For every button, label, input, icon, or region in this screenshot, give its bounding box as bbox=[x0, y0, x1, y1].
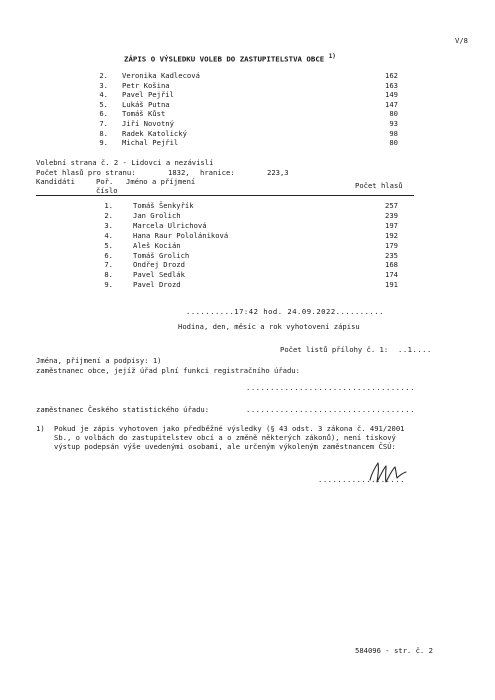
footnote-line-2: Sb., o volbách do zastupitelstev obcí a o změně některých zákonů), není tiskový bbox=[54, 433, 396, 442]
candidate-name: Jiří Novotný bbox=[122, 119, 174, 128]
col-votes: Počet hlasů bbox=[355, 181, 403, 190]
candidate-votes: 168 bbox=[385, 260, 398, 270]
candidate-rank: 2. bbox=[99, 71, 108, 80]
candidate-name: Ondřej Drozd bbox=[133, 260, 185, 270]
candidate-name: Hana Raur Pololániková bbox=[133, 230, 229, 240]
candidate-rank: 6. bbox=[99, 109, 108, 119]
candidate-rank: 3. bbox=[104, 220, 113, 230]
candidate-name: Petr Košina bbox=[122, 80, 170, 90]
footnote-mark: 1) bbox=[36, 424, 45, 433]
candidate-name: Michal Pejřil bbox=[122, 138, 179, 148]
page-title bbox=[124, 52, 336, 63]
candidate-votes: 191 bbox=[385, 280, 398, 290]
candidate-votes: 147 bbox=[385, 99, 398, 109]
candidate-name: Jan Grolich bbox=[133, 210, 181, 220]
party2-votes-label: Počet hlasů pro stranu: bbox=[36, 168, 136, 177]
candidate-rank: 4. bbox=[104, 230, 113, 240]
table-header-rule bbox=[36, 195, 414, 196]
party2-threshold-value: 223,3 bbox=[267, 168, 289, 177]
signature-line-2-label: zaměstnanec Českého statistického úřadu: bbox=[36, 405, 210, 414]
candidate-votes: 235 bbox=[385, 250, 398, 260]
candidate-votes: 174 bbox=[385, 270, 398, 280]
footer-doc-id: 584096 - str. č. 2 bbox=[355, 646, 433, 655]
candidate-name: Radek Katolický bbox=[122, 128, 187, 138]
title-footnote: 1) bbox=[328, 53, 336, 60]
candidate-rank: 4. bbox=[99, 90, 108, 100]
title-text: ZÁPIS O VÝSLEDKU VOLEB DO ZASTUPITELSTVA OBCE bbox=[124, 54, 325, 64]
candidate-votes: 80 bbox=[389, 138, 398, 148]
attachments-value-line: ..1.... bbox=[398, 345, 432, 354]
candidate-votes: 179 bbox=[385, 240, 398, 250]
candidate-name: Tomáš Grolich bbox=[133, 250, 190, 260]
candidate-name: Marcela Ulrichová bbox=[133, 220, 207, 230]
candidate-rank: 9. bbox=[99, 138, 108, 148]
col-candidates: Kandidáti bbox=[36, 177, 75, 186]
candidate-rank: 7. bbox=[99, 119, 108, 128]
candidate-rank: 7. bbox=[104, 260, 113, 270]
candidate-rank: 6. bbox=[104, 250, 113, 260]
timestamp-caption: Hodina, den, měsíc a rok vyhotovení zápisu bbox=[178, 322, 360, 331]
candidate-votes: 149 bbox=[385, 90, 398, 100]
signature-line-2-dots: ................................... bbox=[246, 405, 415, 414]
candidate-name: Lukáš Putna bbox=[122, 99, 170, 109]
timestamp-line: ..........17:42 hod. 24.09.2022.......... bbox=[186, 307, 384, 316]
candidate-rank: 2. bbox=[104, 210, 113, 220]
handwritten-signature bbox=[362, 458, 412, 488]
candidate-name: Pavel Pejřil bbox=[122, 90, 174, 100]
party2-threshold-label: hranice: bbox=[200, 168, 235, 177]
candidate-rank: 3. bbox=[99, 80, 108, 90]
candidate-name: Tomáš Kůst bbox=[122, 109, 166, 119]
col-order: Poř. bbox=[96, 177, 114, 186]
candidate-name: Veronika Kadlecová bbox=[122, 71, 200, 80]
signature-line-1-label: zaměstnanec obce, jejíž úřad plní funkci registračního úřadu: bbox=[36, 366, 300, 375]
candidate-rank: 1. bbox=[104, 201, 113, 210]
col-name: Jméno a příjmení bbox=[126, 177, 196, 186]
candidate-rank: 5. bbox=[104, 240, 113, 250]
candidate-votes: 93 bbox=[389, 119, 398, 128]
party2-title: Volební strana č. 2 - Lidovci a nezávislí bbox=[36, 158, 214, 167]
candidate-name: Pavel Drozd bbox=[133, 280, 181, 290]
signature-line-1-dots: ................................... bbox=[246, 383, 415, 392]
csu-signature-dots: .................. bbox=[318, 475, 405, 484]
attachments-value: 1 bbox=[407, 345, 413, 354]
footnote-line-1: Pokud je zápis vyhotoven jako předběžné výsledky (§ 43 odst. 3 zákona č. 491/2001 bbox=[54, 424, 405, 433]
candidate-name: Tomáš Šenkyřík bbox=[133, 201, 194, 210]
candidate-rank: 8. bbox=[104, 270, 113, 280]
candidate-votes: 162 bbox=[385, 71, 398, 80]
party2-votes-value: 1832, bbox=[168, 168, 190, 177]
timestamp-value: 17:42 hod. 24.09.2022 bbox=[234, 307, 336, 316]
candidate-rank: 9. bbox=[104, 280, 113, 290]
candidate-votes: 80 bbox=[389, 109, 398, 119]
footnote-line-3: výstup podepsán výše uvedenými osobami, ale určeným výkoleným zaměstnancem ČSÚ: bbox=[54, 442, 396, 451]
page-code: V/8 bbox=[455, 36, 468, 45]
col-number: číslo bbox=[96, 186, 118, 195]
candidate-name: Aleš Kocián bbox=[133, 240, 181, 250]
candidate-votes: 239 bbox=[385, 210, 398, 220]
signatures-heading: Jména, příjmení a podpisy: 1) bbox=[36, 356, 162, 365]
candidate-votes: 163 bbox=[385, 80, 398, 90]
attachments-label: Počet listů přílohy č. 1: bbox=[280, 345, 389, 354]
candidate-rank: 5. bbox=[99, 99, 108, 109]
candidate-votes: 257 bbox=[385, 201, 398, 210]
candidate-votes: 98 bbox=[389, 128, 398, 138]
candidate-rank: 8. bbox=[99, 128, 108, 138]
candidate-votes: 197 bbox=[385, 220, 398, 230]
candidate-name: Pavel Sedlák bbox=[133, 270, 185, 280]
candidate-votes: 192 bbox=[385, 230, 398, 240]
